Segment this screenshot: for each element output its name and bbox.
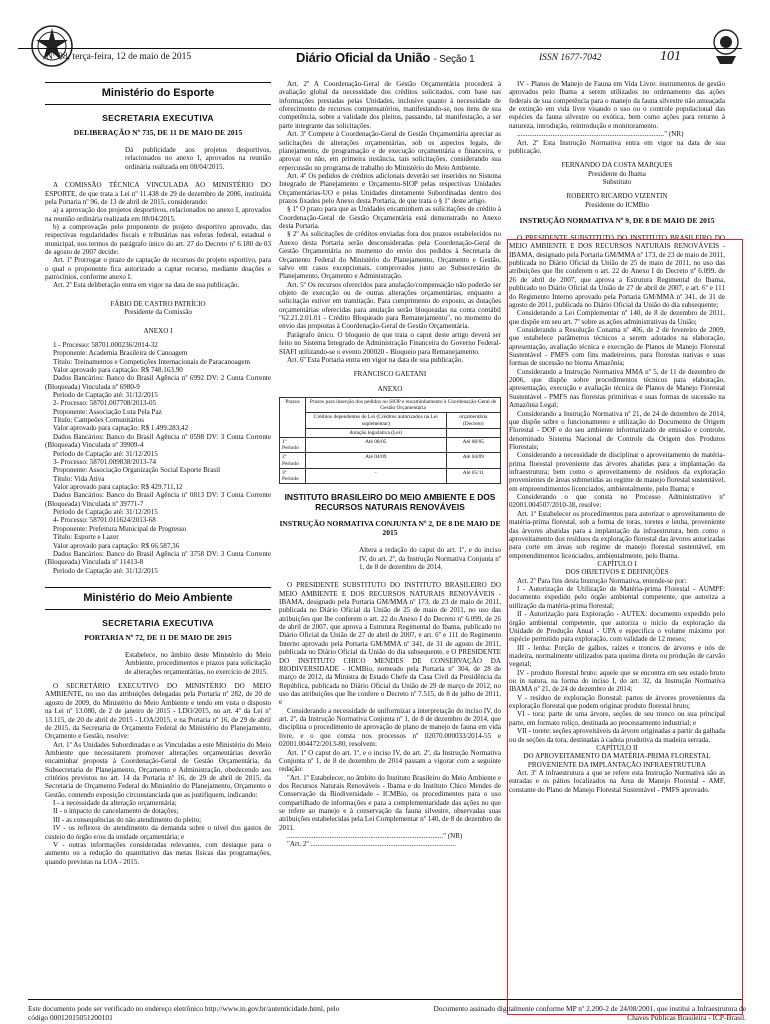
- list-item: II - Autorização para Exploração - AUTEX: documento expedido pelo órgão ambiental competente, que autoriza o início da exploração da Unidade de Produção Anual - UPA e especifica o volume máximo por espécie permitido para exploração, com validade de 12 meses;: [509, 610, 725, 644]
- list-item: III - lenha: Porção de galhos, raízes e troncos de árvores e nós de madeira, normalmente utilizados para queima direta ou produção de carvão vegetal;: [509, 643, 725, 669]
- signature-role: Presidente do ICMBio: [585, 200, 649, 209]
- paragraph: Art. 5º Os recursos oferecidos para anulação/compensação não poderão ser objeto de execução ou de outras alterações orçamentárias, enquanto a solicitação estiver em tramitação. Para cumprimento do exposto, as dotações orçamentárias oferecidas para anulação serão bloqueadas na conta contábil "62.21.2.01.01 - Crédito Bloqueado para Remanejamento", no momento do envio das propostas à Coordenação-Geral de Gestão Orçamentária.: [279, 280, 501, 331]
- column-3: [509, 80, 725, 794]
- paragraph: Art. 3º A infraestrutura a que se refere esta Instrução Normativa são as estradas e os pátios localizados na Área de Manejo Florestal - AMF, constante do Plano de Manejo Florestal Sustentável - PMFS aprovado.: [509, 768, 725, 794]
- document-summary: Dá publicidade aos projetos desportivos, relacionados no anexo I, aprovados na reunião ordinária realizada em 08/04/2015.: [125, 146, 271, 171]
- paragraph: Considerando a necessidade de disciplinar o aproveitamento de matéria-prima florestal proveniente das árvores abatidas para a implantação da infraestrutura; bem como o aproveitamento de resíduos da exploração provenientes de áreas submetidas ao regime de manejo florestal sustentável, em empreendimentos licenciados, ambientalmente, pelo Ibama; e: [509, 451, 725, 493]
- table-cell: 3º Período: [280, 468, 306, 483]
- list-item: Período de Captação até: 31/12/2015: [53, 508, 158, 517]
- paragraph: Considerando o que consta no Processo Administrativo nº 02001.004507/2010-38, resolve:: [509, 493, 725, 510]
- table-header: dotação legislativa (Lei): [306, 428, 447, 437]
- section-label: - Seção 1: [433, 54, 475, 65]
- paragraph: ..................................................................................." (NR): [517, 130, 684, 139]
- list-item: Período de Captação até: 31/12/2015: [53, 566, 158, 575]
- list-item: V - outras informações consideradas relevantes, com destaque para o aumento ou a redução do quantitativo das metas físicas das programações, quando previstas na LOA - 2015.: [45, 840, 271, 866]
- list-item: Dados Bancários: Banco do Brasil Agência nº 0598 DV: 3 Conta Corrente (Bloqueada) Vinculada nº 39909-4: [45, 432, 271, 450]
- list-item: 1 - Processo: 58701.000236/2014-32: [53, 340, 158, 349]
- column-1: [45, 80, 271, 866]
- signature-name: FERNANDO DA COSTA MARQUES: [561, 161, 673, 170]
- table-header: Prazos: [280, 397, 306, 437]
- list-item: Proponente: Academia Brasileira de Canoagem: [53, 349, 188, 358]
- page-header: [28, 22, 742, 72]
- chapter-number: CAPÍTULO II: [596, 743, 638, 752]
- list-item: Período de Captação até: 31/12/2015: [53, 391, 158, 400]
- list-item: VI - tora: parte de uma árvore, seções de seu tronco ou sua principal parte, em formato roliço, destinada ao processamento industrial; e: [509, 710, 725, 727]
- ministry-header-esporte: Ministério do Esporte: [45, 82, 271, 105]
- list-item: Proponente: Associação Luta Pela Paz: [53, 407, 162, 416]
- ministry-header-meio-ambiente: Ministério do Meio Ambiente: [45, 587, 271, 610]
- list-item: VII - torete: seções aproveitáveis da árvore originadas a partir da galhada ou de seções da tora, destinadas à cadeia produtiva da madeira serrada.: [509, 727, 725, 744]
- list-item: I - a necessidade da alteração orçamentária;: [53, 799, 177, 808]
- paragraph: Art. 1º O caput do art. 1º, e o inciso IV, do art. 2º, da Instrução Normativa Conjunta nº 1, de 8 de dezembro de 2014 passam a vigorar com a seguinte redação:: [279, 748, 501, 774]
- list-item: III - as consequências do não atendimento do pleito;: [53, 815, 202, 824]
- table-cell: 1º Período: [280, 437, 306, 452]
- deadlines-table: [279, 397, 501, 484]
- document-title: INSTRUÇÃO NORMATIVA Nº 9, DE 8 DE MAIO DE 2015: [519, 216, 715, 226]
- list-item: 4- Processo: 58701.011624/2013-68: [53, 516, 156, 525]
- paragraph: Art. 2º A Coordenação-Geral de Gestão Orçamentária procederá à avaliação global da necessidade dos créditos solicitados, com base nas informações prestadas pelas Unidades, inclusive quanto à necessidade de oferecimento de recursos compensatórios, manifestando-se, nos itens de sua competência, sobre a validade dos pleitos, passando, tal manifestação, a ser parte integrante das solicitações.: [279, 80, 501, 130]
- institute-header: INSTITUTO BRASILEIRO DO MEIO AMBIENTE E DOS RECURSOS NATURAIS RENOVÁVEIS: [284, 492, 496, 513]
- table-cell: Até 08/05: [446, 437, 500, 452]
- paragraph: § 1º O prazo para que as Unidades encaminhem as solicitações de crédito à Coordenação-Geral de Gestão Orçamentária está demonstrado no Anexo desta Portaria.: [279, 205, 501, 231]
- paragraph: Art. 2º Esta Instrução Normativa entra em vigor na data de sua publicação.: [509, 138, 725, 155]
- paragraph: IV - Planos de Manejo de Fauna em Vida Livre: instrumentos de gestão aprovados pelo Ibama a serem utilizados no ordenamento das ações federais de sua competência para o manejo da fauna silvestre não ameaçada de extinção em vida livre visando o uso ou o controle populacional das espécies da fauna silvestre ou exótica, bem como ações para retorno à natureza, introdução, reintrodução e monitoramento.: [509, 80, 725, 130]
- table-cell: Até 04/09: [446, 453, 500, 468]
- list-item: Valor aprovado para captação: R$ 66.587,36: [53, 541, 180, 550]
- section-title: SECRETARIA EXECUTIVA: [102, 617, 214, 628]
- gazette-title: [296, 50, 475, 66]
- table-cell: Até 08/05: [306, 437, 447, 452]
- paragraph: Considerando a Lei Complementar nº 140, de 8 de dezembro de 2011, que dispõe em seu art. 7º sobre as ações administrativas da União;: [509, 309, 725, 326]
- table-cell: -: [306, 468, 447, 483]
- list-item: IV - os reflexos do atendimento da demanda sobre o nível dos gastos de custeio do órgão e/ou da unidade orçamentária; e: [45, 824, 271, 841]
- paragraph: Parágrafo único. O bloqueio de que trata o caput deste artigo deverá ser feito no Sistema Integrado de Administração Financeira do Governo Federal-SIAFI utilizando-se o evento 200020 - Bloqueio para Remanejamento.: [279, 330, 501, 356]
- paragraph: Considerando a necessidade de uniformizar a interpretação do inciso IV, do art. 2º, da Instrução Normativa Conjunta nº 1, de 8 de dezembro de 2014, que disciplina o procedimento de aprovação de plano de manejo de fauna em vida livre, e o que consta nos processos nº 02070.000033/2014-55 e 02001.004472/2013-80, resolvem:: [279, 706, 501, 749]
- gazette-name: Diário Oficial da União: [296, 50, 431, 65]
- list-item: Título: Vida Ativa: [53, 474, 105, 483]
- list-item: Período de Captação até: 31/12/2015: [53, 449, 158, 458]
- list-item: 3- Processo: 58701.009838/2013-74: [53, 457, 157, 466]
- list-item: Valor aprovado para captação: R$ 1.499.283,42: [53, 424, 189, 433]
- annex-title: ANEXO: [377, 384, 403, 393]
- signature-role: Presidente da Comissão: [124, 308, 192, 317]
- table-header: Créditos dependentes de Lei (Créditos autorizados na Lei suplementar): [306, 413, 447, 428]
- document-summary: Altera a redação do caput do art. 1º, e do inciso IV, do art. 2º, da Instrução Normativa Conjunta nº 1, de 8 de dezembro de 2014.: [359, 546, 501, 571]
- page-number: 101: [660, 49, 681, 64]
- paragraph: b) a comprovação pelo proponente de projeto desportivo aprovado, das respectivas regularidades fiscais e tributárias nas esferas federal, estadual e municipal, nos termos do parágrafo único do art. 27 do Decreto nº 6.180 de 03 de agosto de 2007 decide:: [45, 222, 271, 257]
- chapter-title: DO APROVEITAMENTO DA MATÉRIA-PRIMA FLORESTAL PROVENIENTE DA IMPLANTAÇÃO INFRAESTRUTURA: [523, 752, 711, 769]
- header-rule: [18, 48, 742, 49]
- list-item: IV - produto florestal bruto: aquele que se encontra em seu estado bruto ou in natura, na forma do inciso I, do art. 32, da Instrução Normativa IBAMA nº 21, de 24 de dezembro de 2014;: [509, 668, 725, 694]
- signature-name: FRANCISCO GAETANI: [353, 370, 427, 379]
- chapter-title: DOS OBJETIVOS E DEFINIÇÕES: [565, 568, 669, 577]
- paragraph: Considerando a Instrução Normativa nº 21, de 24 de dezembro de 2014, que dispõe sobre o funcionamento e utilização do Documento de Origem Florestal - DOF e do seu ambiente informatizado de emissão e controle, denominado Sistema Nacional de Controle da Origem dos Produtos Florestais;: [509, 409, 725, 451]
- paragraph: Considerando a Resolução Conama nº 406, de 2 de fevereiro de 2009, que estabelece parâmetros técnicos a serem adotados na elaboração, apresentação, avaliação técnica e execução de Planos de Manejo Florestal Sustentável - PMFS com fins madeireiros, para florestas nativas e suas formas de sucessão no bioma Amazônia;: [509, 325, 725, 368]
- paragraph: § 2º As solicitações de créditos enviadas fora dos prazos estabelecidos no Anexo desta Portaria serão desconsideradas pela Coordenação-Geral de Gestão Orçamentária no momento do envio dos pedidos à Secretaria de Orçamento Federal do Ministério do Planejamento, Orçamento e Gestão, salvo em casos excepcionais, comprovados junto ao Subsecretário de Planejamento, Orçamento e Administração.: [279, 230, 501, 281]
- list-item: Valor aprovado para captação: R$ 748.163,90: [53, 365, 183, 374]
- list-item: Dados Bancários: Banco do Brasil Agência nº 6992 DV: 2 Conta Corrente (Bloqueada) Vinculada nº 6980-9: [45, 374, 271, 391]
- paragraph: Art. 3º Compete à Coordenação-Geral de Gestão Orçamentária apreciar as solicitações de alterações orçamentárias, sob os aspectos legais, de planejamento, de programação e de execução orçamentária e financeira, e aprovar ou não, em primeira instância, tais solicitações, considerando sua repercussão no programa de trabalho do Ministério do Meio Ambiente.: [279, 130, 501, 172]
- list-item: Valor aprovado para captação: R$ 429.711,12: [53, 483, 183, 491]
- paragraph: Art. 2º Para fins desta Instrução Normativa, entende-se por:: [517, 576, 687, 585]
- list-item: Título: Treinamentos e Competições Internacionais de Paracanoagem: [53, 357, 250, 366]
- paragraph: O PRESIDENTE SUBSTITUTO DO INSTITUTO BRASILEIRO DO MEIO AMBIENTE E DOS RECURSOS NATURAIS RENOVÁVEIS - IBAMA, designado pela Portaria GM/MMA nº 173, de 23 de maio de 2011, publicada no Diário Oficial da União de 25 de maio de 2011, no uso das atribuições que lhe conferem o art. 22 do Anexo I do Decreto nº 6.099, de 26 de abril de 2007, que aprova a Estrutura Regimental do Ibama, publicado no Diário Oficial da União de 27 de abril de 2007, e art. 6º e 111 do Regimento Interno aprovado pela Portaria GM/MMA nº 341, de 31 de agosto de 2011, publicada no Diário Oficial da União do dia subsequente, e O PRESIDENTE DO INSTITUTO CHICO MENDES DE CONSERVAÇÃO DA BIODIVERSIDADE - ICMBio, nomeado pela Portaria nº 304, de 28 de março de 2012, da Ministra de Estado Chefe da Casa Civil da Presidência da República, publicada no Diário Oficial da União de 29 de março de 2012, no uso das atribuições que lhe confere o Decreto nº 7.515, de 8 de julho de 2011, e: [279, 581, 501, 707]
- annex-title: ANEXO I: [143, 326, 173, 335]
- paragraph: Art. 2º Esta deliberação entra em vigor na data de sua publicação.: [53, 281, 240, 290]
- signature-name: ROBERTO RICARDO VIZENTIN: [566, 192, 668, 201]
- press-emblem-icon: [710, 26, 742, 66]
- table-cell: Até 05/11: [446, 468, 500, 483]
- paragraph: Art. 1º Estabelecer os procedimentos para autorizar o aproveitamento de matéria-prima florestal, sob a forma de toras, toretes e lenha, proveniente das árvores abatidas para a implantação da infraestrutura, bem como o aproveitamento dos resíduos da exploração florestal das árvores autorizadas para corte em áreas sob regime de manejo florestal sustentável, em empreendimentos licenciados, ambientalmente, pelo Ibama.: [509, 509, 725, 560]
- document-title: DELIBERAÇÃO Nº 735, DE 11 DE MAIO DE 2015: [73, 128, 243, 138]
- table-row: [280, 453, 501, 468]
- footer-verification: Este documento pode ser verificado no endereço eletrônico http://www.in.gov.br/autenticidade.html, pelo código 00012015051200101: [28, 1004, 340, 1022]
- list-item: 2- Processo: 58701.007708/2013-05: [53, 399, 157, 408]
- footer-rule: [28, 999, 742, 1000]
- list-item: Título: Campeões Comunitários: [53, 416, 145, 425]
- table-row: [280, 437, 501, 452]
- list-item: Dados Bancários: Banco do Brasil Agência nº 0813 DV: 3 Conta Corrente (Bloqueada) Vinculada nº 39771-7: [45, 491, 271, 508]
- issue-date: Nº 88, terça-feira, 12 de maio de 2015: [46, 52, 192, 62]
- paragraph: Art. 1º Prorrogar o prazo de captação de recursos do projeto esportivo, para o qual o proponente fica autorizado a captar recurso, mediante doações e patrocínios, conforme anexo I.: [45, 256, 271, 282]
- paragraph: Considerando a Instrução Normativa MMA nº 5, de 11 de dezembro de 2006, que dispõe sobre procedimentos técnicos para elaboração, apresentação, execução e avaliação técnica de Planos de Manejo Florestal Sustentável - PMFS nas florestas primitivas e suas formas de sucessão na Amazônia Legal;: [509, 367, 725, 410]
- document-title: INSTRUÇÃO NORMATIVA CONJUNTA Nº 2, DE 8 DE MAIO DE 2015: [279, 519, 501, 538]
- table-header: Prazos para inserção dos pedidos no SIOP e encaminhamento à Coordenação-Geral de Gestão Orçamentária: [306, 397, 501, 412]
- document-summary: Estabelece, no âmbito deste Ministério do Meio Ambiente, procedimentos e prazos para solicitação de alterações orçamentárias, no exercício de 2015.: [125, 651, 271, 676]
- list-item: V - resíduo de exploração florestal: partes de árvores provenientes da exploração florestal que podem originar produto florestal bruto;: [509, 693, 725, 711]
- document-title: PORTARIA Nº 72, DE 11 DE MAIO DE 2015: [84, 633, 232, 643]
- paragraph: Art. 6º Esta Portaria entra em vigor na data de sua publicação.: [287, 355, 464, 364]
- table-cell: 2º Período: [280, 453, 306, 468]
- signature-role: Presidente do Ibama: [588, 169, 646, 178]
- table-cell: Até 04/09: [306, 453, 447, 468]
- paragraph: ........................................................................................" (NR): [287, 832, 463, 841]
- paragraph: Art. 1º As Unidades Subordinadas e as Vinculadas a este Ministério do Meio Ambiente que necessitarem promover alterações orçamentárias deverão encaminhar proposta à Coordenação-Geral de Gestão Orçamentária, da Subsecretaria de Planejamento, Orçamento e Administração, obedecendo aos critérios previstos no art. 14 da Portaria nº 16, de 29 de abril de 2015, da Secretaria de Orçamento Federal do Ministério do Planejamento, Orçamento e Gestão, contendo exposição circunstanciada que as justifiquem, indicando:: [45, 740, 271, 799]
- paragraph: a) a aprovação dos projetos desportivos, relacionados no anexo I, aprovados na reunião ordinária realizada em 08/04/2015.: [45, 206, 271, 223]
- paragraph: A COMISSÃO TÉCNICA VINCULADA AO MINISTÉRIO DO ESPORTE, de que trata a Lei nº 11.438 de 29 de dezembro de 2006, instituída pela Portaria nº 96, de 13 de abril de 2015, considerando:: [45, 181, 271, 206]
- paragraph: O PRESIDENTE SUBSTITUTO DO INSTITUTO BRASILEIRO DO MEIO AMBIENTE E DOS RECURSOS NATURAIS RENOVÁVEIS - IBAMA, designado pela Portaria GM/MMA nº 173, de 23 de maio de 2011, publicada no Diário Oficial da União de 25 de maio de 2011, no uso das atribuições que lhe conferem o art. 22 do Anexo I do Decreto nº 6.099, de 26 de abril de 2007, que aprova a Estrutura Regimental do Ibama, publicado no Diário Oficial da União de 27 de abril de 2007, e art. 6º e 111 do Regimento Interno aprovado pela Portaria GM/MMA nº 341, de 31 de agosto de 2011, publicada no Diário Oficial da União do dia subsequente;: [509, 233, 725, 309]
- section-title: SECRETARIA EXECUTIVA: [102, 112, 214, 123]
- signature-name: FÁBIO DE CASTRO PATRÍCIO: [110, 299, 206, 308]
- paragraph: Art. 4º Os pedidos de créditos adicionais deverão ser inseridos no Sistema Integrado de Planejamento e Orçamento-SIOP pelas respectivas Unidades Orçamentárias-UO e pelas Unidades diretamente Subordinadas dentro dos prazos fixados pelo Anexo desta Portaria, de que trata o § 1º deste artigo.: [279, 171, 501, 206]
- footer-signature-note: Documento assinado digitalmente conforme MP nº 2.200-2 de 24/08/2001, que institui a Infraestrutura de Chaves Públicas Brasileira - ICP-Brasil.: [433, 1004, 746, 1022]
- annex-list: [45, 341, 271, 575]
- table-header: orçamentária (Decreto): [446, 413, 500, 428]
- list-item: Proponente: Associação Organização Social Esporte Brasil: [53, 466, 221, 475]
- paragraph: "Art. 2º ..................................................................................: [287, 840, 456, 849]
- chapter-number: CAPÍTULO I: [597, 560, 637, 568]
- paragraph: "Art. 1º Estabelecer, no âmbito do Instituto Brasileiro do Meio Ambiente e dos Recursos Naturais Renováveis - Ibama e do Instituto Chico Mendes de Conservação da Biodiversidade - ICMBio, os procedimentos para o uso compartilhado de informações e para a complementaridade das ações no que se refere ao manejo e à conservação da fauna silvestre, observadas suas atribuições estabelecidas pela Lei Complementar nº 140, de 8 de dezembro de 2011.: [279, 773, 501, 832]
- table-row: [280, 468, 501, 483]
- list-item: Dados Bancários: Banco do Brasil Agência nº 3758 DV: 3 Conta Corrente (Bloqueada) Vinculada nº 11413-8: [45, 549, 271, 567]
- list-item: Proponente: Prefeitura Municipal de Progresso: [53, 524, 187, 533]
- issn: ISSN 1677-7042: [539, 53, 602, 63]
- list-item: Título: Esporte e Lazer: [53, 533, 119, 542]
- list-item: II - o impacto do cancelamento de dotações;: [53, 807, 179, 816]
- list-item: I - Autorização de Utilização de Matéria-prima Florestal - AUMPF: documento expedido pelo órgão ambiental competente, que autoriza a utilização da matéria-prima florestal;: [509, 585, 725, 610]
- paragraph: O SECRETÁRIO EXECUTIVO DO MINISTÉRIO DO MEIO AMBIENTE, no uso das atribuições delegadas pela Portaria nº 282, de 20 de agosto de 2009, do Ministério do Meio Ambiente e tendo em vista o disposto na Lei nº 13.080, de 2 de janeiro de 2015 - LDO/2015, no art. 4º da Lei nº 13.115, de 20 de abril de 2015 - LOA/2015, e na Portaria nº 16, de 29 de abril de 2015, da Secretaria de Orçamento Federal do Ministério do Planejamento, Orçamento e Gestão, resolve:: [45, 682, 271, 741]
- signature-role: Substituto: [602, 177, 632, 186]
- column-2: [279, 80, 501, 849]
